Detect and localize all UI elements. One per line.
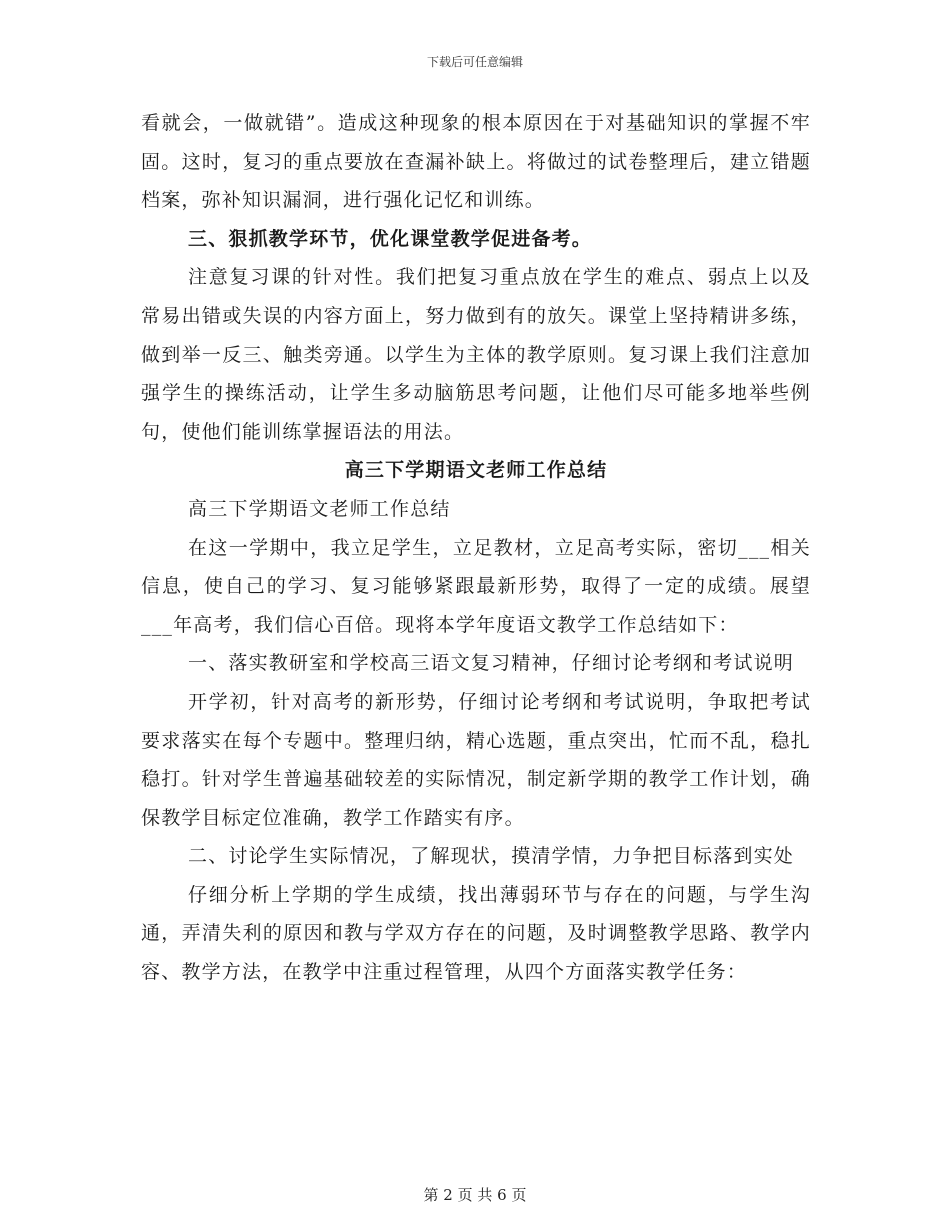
page-footer: 第 2 页 共 6 页 <box>423 1186 527 1204</box>
document-title: 高三下学期语文老师工作总结 <box>344 459 608 482</box>
paragraph: 开学初，针对高考的新形势，仔细讨论考纲和考试说明，争取把考试要求落实在每个专题中。整理归纳，精心选题，重点突出，忙而不乱，稳扎稳打。针对学生普遍基础较差的实际情况，制定新学期的教学工作计划，确保教学目标定位准确，教学工作踏实有序。 <box>141 690 811 829</box>
paragraph: 在这一学期中，我立足学生，立足教材，立足高考实际，密切___相关信息，使自己的学习、复习能够紧跟最新形势，取得了一定的成绩。展望___年高考，我们信心百倍。现将本学年度语文教学工作总结如下： <box>141 536 811 636</box>
paragraph: 注意复习课的针对性。我们把复习重点放在学生的难点、弱点上以及常易出错或失误的内容方面上，努力做到有的放矢。课堂上坚持精讲多练，做到举一反三、触类旁通。以学生为主体的教学原则。复习课上我们注意加强学生的操练活动，让学生多动脑筋思考问题，让他们尽可能多地举些例句，使他们能训练掌握语法的用法。 <box>141 266 811 443</box>
section-heading: 一、落实教研室和学校高三语文复习精神，仔细讨论考纲和考试说明 <box>188 652 795 675</box>
paragraph: 仔细分析上学期的学生成绩，找出薄弱环节与存在的问题，与学生沟通，弄清失利的原因和教与学双方存在的问题，及时调整教学思路、教学内容、教学方法，在教学中注重过程管理，从四个方面落实教学任务： <box>141 883 811 984</box>
section-heading: 三、狠抓教学环节，优化课堂教学促进备考。 <box>188 227 593 250</box>
page-header: 下载后可任意编辑 <box>426 55 523 69</box>
document-body <box>141 104 811 992</box>
paragraph: 高三下学期语文老师工作总结 <box>188 497 451 520</box>
section-heading: 二、讨论学生实际情况，了解现状，摸清学情，力争把目标落到实处 <box>188 845 795 868</box>
paragraph: 看就会，一做就错”。造成这种现象的根本原因在于对基础知识的掌握不牢固。这时，复习的重点要放在查漏补缺上。将做过的试卷整理后，建立错题档案，弥补知识漏洞，进行强化记忆和训练。 <box>141 112 811 212</box>
